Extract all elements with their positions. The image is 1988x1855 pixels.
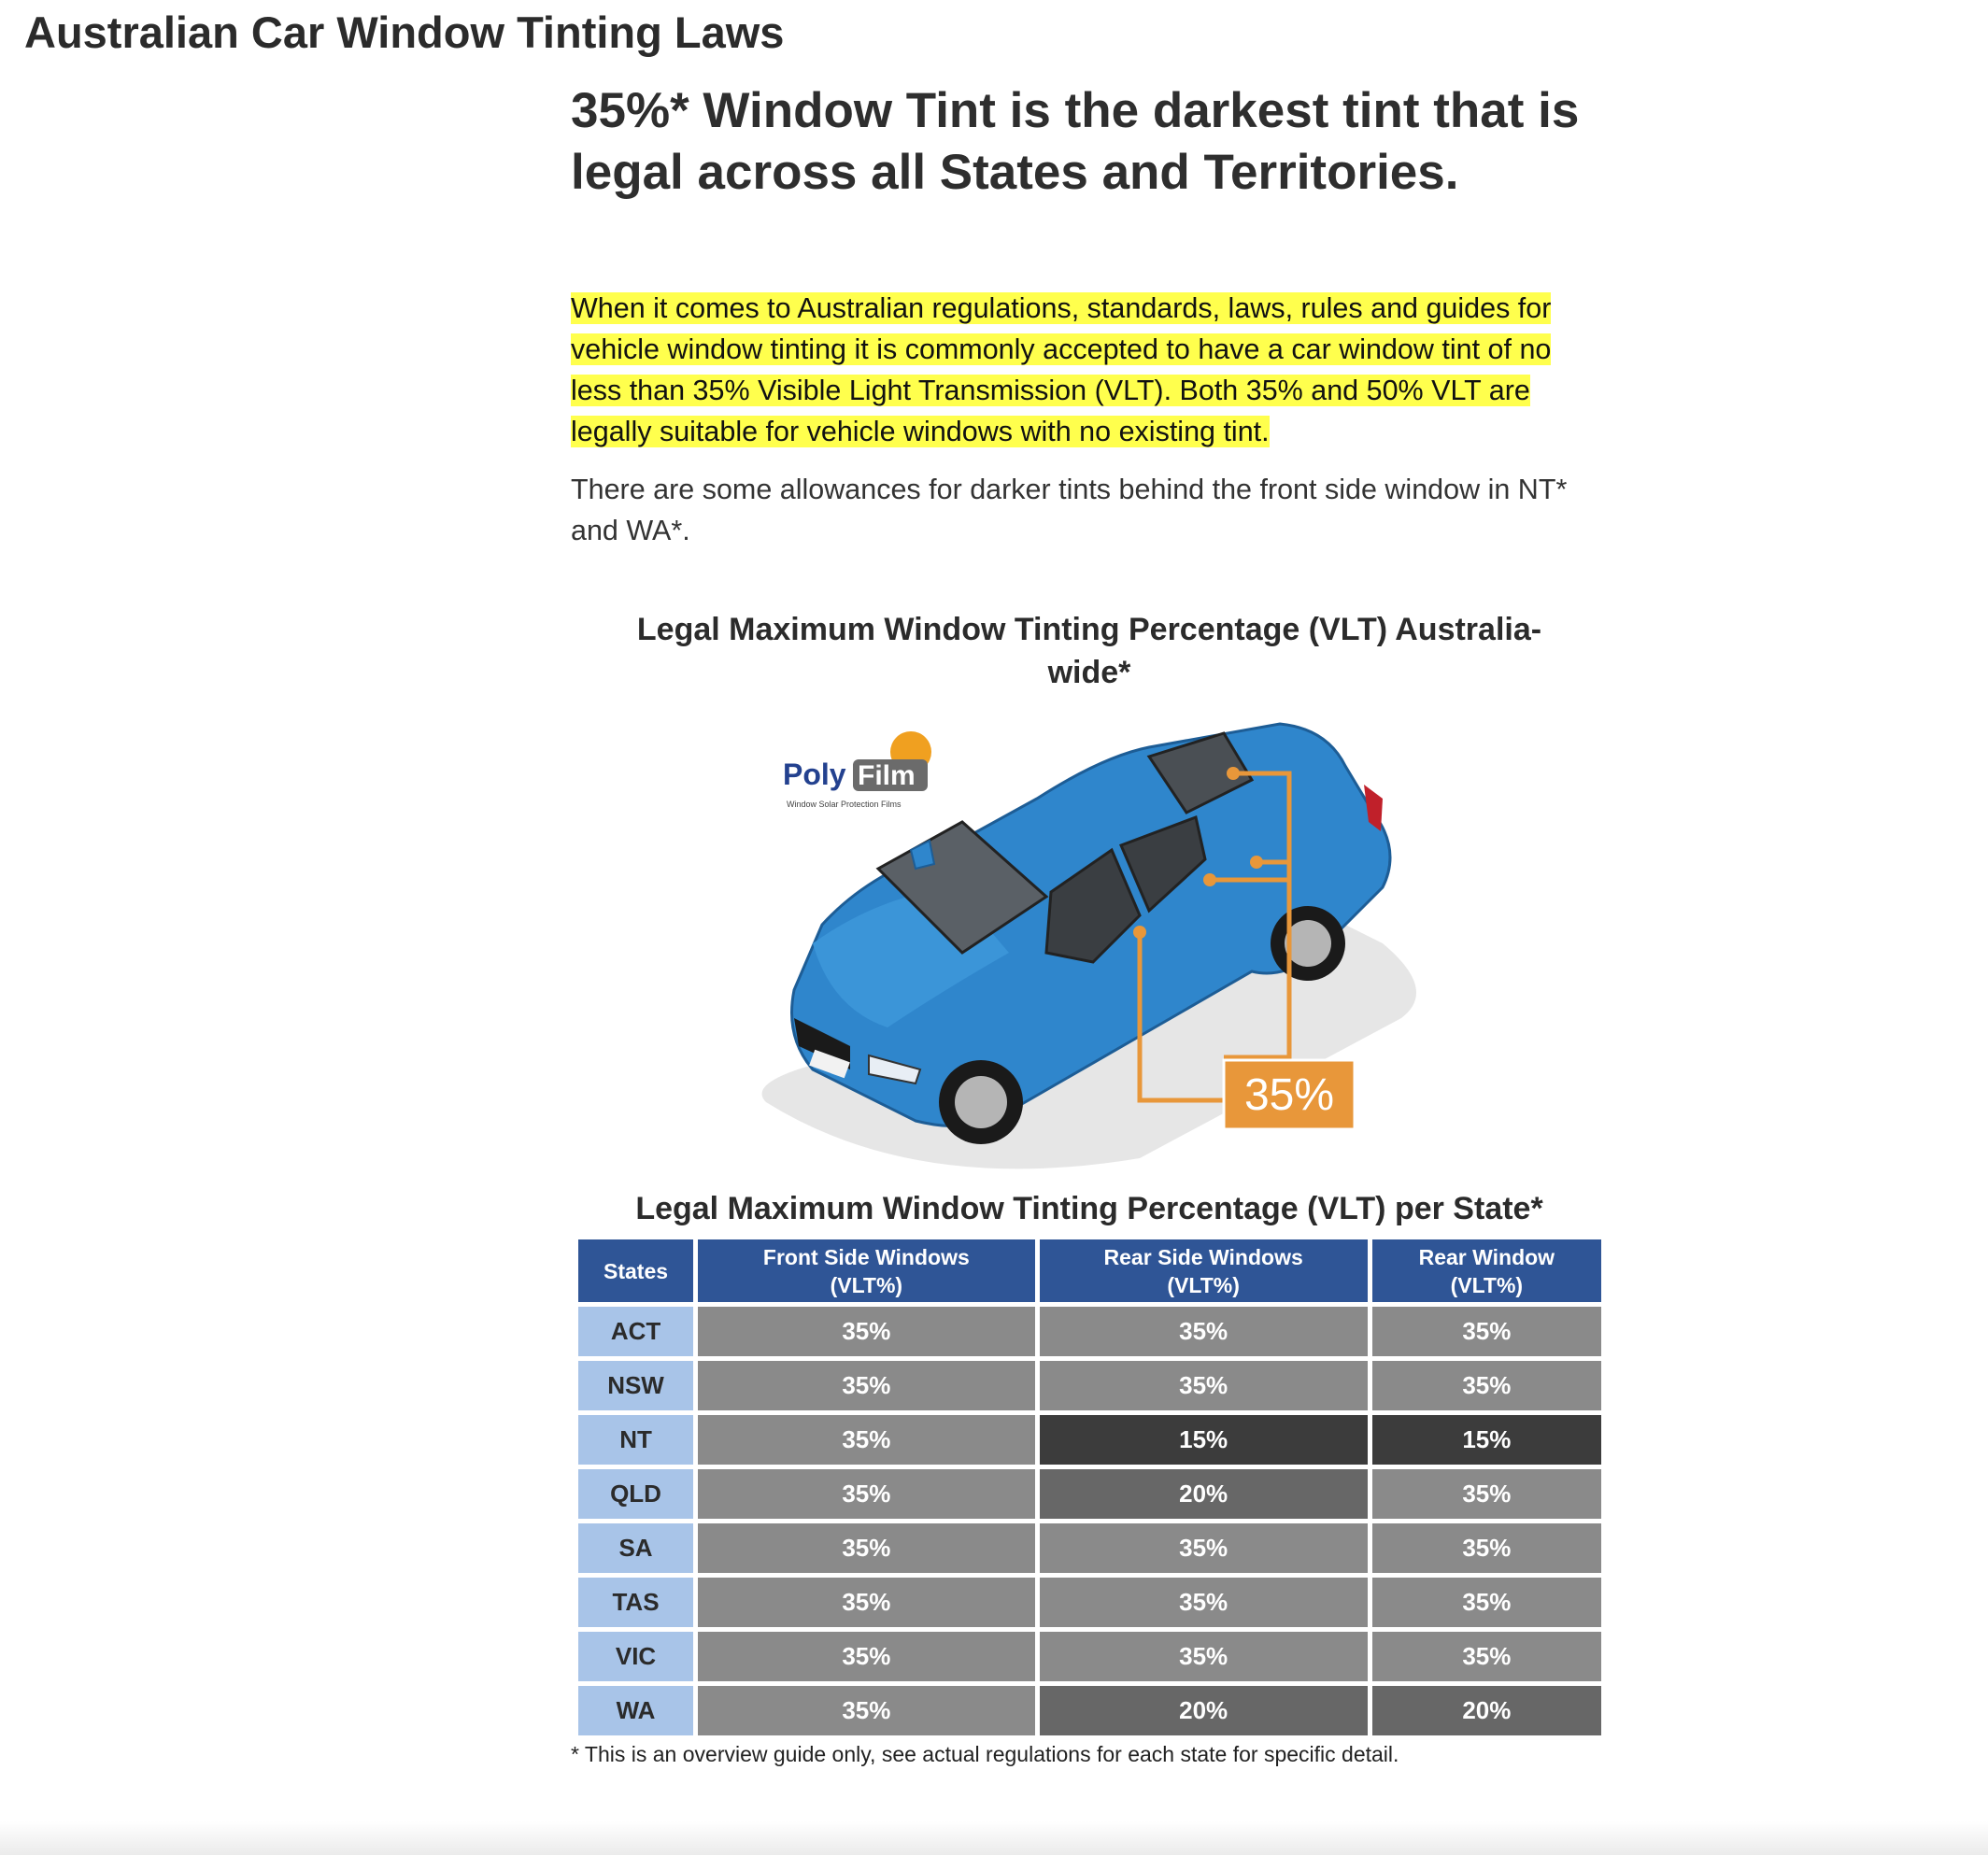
logo-word-2: Film xyxy=(858,760,916,791)
table-row xyxy=(578,1632,1601,1681)
rear-window-cell: 20% xyxy=(1372,1686,1601,1735)
rear-side-cell: 35% xyxy=(1040,1307,1368,1356)
table-row xyxy=(578,1523,1601,1573)
highlighted-text: When it comes to Australian regulations, standards, laws, rules and guides for vehicle window tinting it is commonly accepted to have a car window tint of no less than 35% Visible Light Transmission (VLT). Both 35% and 50% VLT are legally suitable for vehicle windows with no existing tint. xyxy=(571,292,1552,447)
rear-window-cell: 35% xyxy=(1372,1469,1601,1519)
state-cell: QLD xyxy=(578,1469,693,1519)
state-cell: SA xyxy=(578,1523,693,1573)
article-content xyxy=(571,80,1608,551)
rear-side-cell: 20% xyxy=(1040,1469,1368,1519)
table-header-row xyxy=(578,1239,1601,1302)
rear-window-cell: 35% xyxy=(1372,1632,1601,1681)
front-side-cell: 35% xyxy=(698,1361,1035,1410)
rear-side-cell: 35% xyxy=(1040,1523,1368,1573)
front-side-cell: 35% xyxy=(698,1415,1035,1465)
front-rim xyxy=(955,1076,1007,1128)
rear-side-cell: 35% xyxy=(1040,1632,1368,1681)
rear-side-cell: 35% xyxy=(1040,1578,1368,1627)
logo-tagline: Window Solar Protection Films xyxy=(787,800,902,809)
rear-side-cell: 20% xyxy=(1040,1686,1368,1735)
front-side-cell: 35% xyxy=(698,1578,1035,1627)
header-states: States xyxy=(578,1239,693,1302)
callout-label: 35% xyxy=(1243,1070,1335,1120)
allowances-paragraph: There are some allowances for darker tints behind the front side window in NT* and WA*. xyxy=(571,474,1568,546)
car-illustration-svg xyxy=(729,710,1476,1177)
car-tint-illustration xyxy=(729,710,1476,1177)
vlt-table xyxy=(574,1235,1606,1740)
page-title: Australian Car Window Tinting Laws xyxy=(24,7,785,57)
header-rear-window: Rear Window (VLT%) xyxy=(1372,1239,1601,1302)
side-mirror xyxy=(911,841,934,869)
front-side-cell: 35% xyxy=(698,1632,1035,1681)
table-row xyxy=(578,1578,1601,1627)
state-cell: NT xyxy=(578,1415,693,1465)
page-bottom-edge xyxy=(0,1821,1988,1855)
table-row xyxy=(578,1415,1601,1465)
table-row xyxy=(578,1361,1601,1410)
rear-side-cell: 15% xyxy=(1040,1415,1368,1465)
state-cell: ACT xyxy=(578,1307,693,1356)
rear-window-cell: 35% xyxy=(1372,1523,1601,1573)
table-row xyxy=(578,1686,1601,1735)
rear-window-cell: 35% xyxy=(1372,1307,1601,1356)
table-row xyxy=(578,1469,1601,1519)
state-cell: VIC xyxy=(578,1632,693,1681)
table-row xyxy=(578,1307,1601,1356)
highlighted-paragraph xyxy=(571,288,1608,452)
rear-side-cell: 35% xyxy=(1040,1361,1368,1410)
state-cell: TAS xyxy=(578,1578,693,1627)
polyfilm-logo xyxy=(783,731,931,809)
logo-word-1: Poly xyxy=(783,758,846,791)
header-front-side: Front Side Windows (VLT%) xyxy=(698,1239,1035,1302)
rear-window-cell: 35% xyxy=(1372,1578,1601,1627)
footnote: * This is an overview guide only, see actual regulations for each state for specific detail. xyxy=(571,1742,1399,1766)
state-cell: WA xyxy=(578,1686,693,1735)
rear-window-cell: 15% xyxy=(1372,1415,1601,1465)
rear-window-cell: 35% xyxy=(1372,1361,1601,1410)
australia-wide-title: Legal Maximum Window Tinting Percentage (VLT) Australia-wide* xyxy=(636,612,1542,690)
per-state-title: Legal Maximum Window Tinting Percentage (VLT) per State* xyxy=(635,1191,1543,1226)
state-cell: NSW xyxy=(578,1361,693,1410)
front-side-cell: 35% xyxy=(698,1523,1035,1573)
front-side-cell: 35% xyxy=(698,1307,1035,1356)
front-side-cell: 35% xyxy=(698,1686,1035,1735)
front-side-cell: 35% xyxy=(698,1469,1035,1519)
headline: 35%* Window Tint is the darkest tint that is legal across all States and Territories. xyxy=(571,83,1580,200)
header-rear-side: Rear Side Windows (VLT%) xyxy=(1040,1239,1368,1302)
